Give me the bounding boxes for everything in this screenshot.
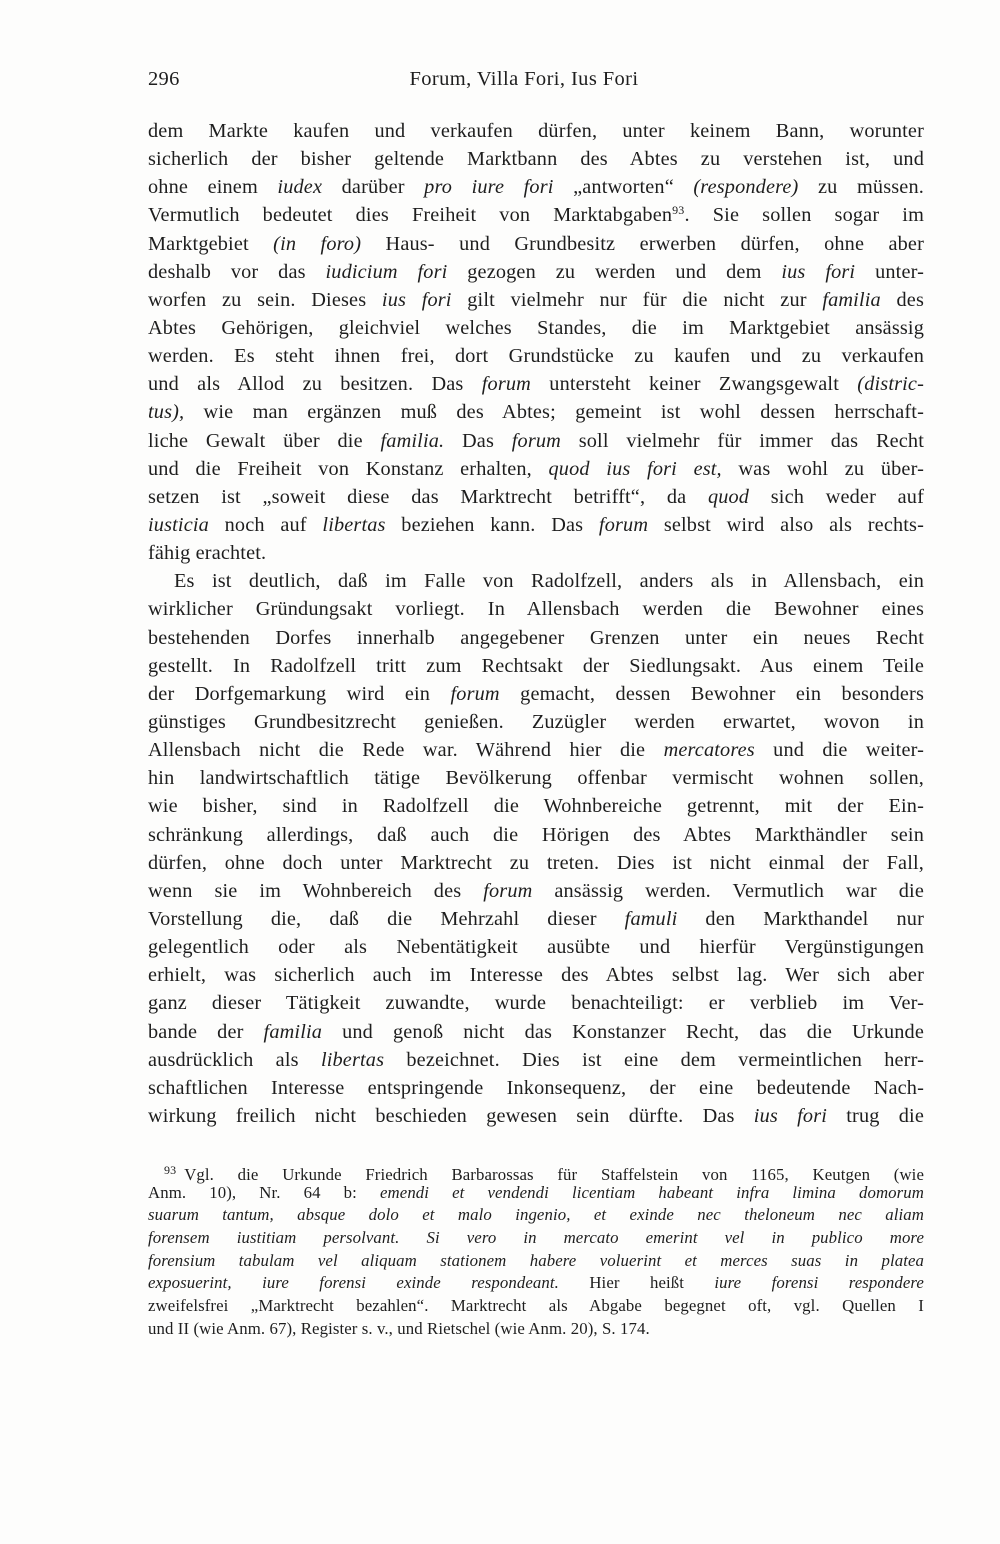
- italic-text: forum: [598, 513, 649, 536]
- text-line: [148, 173, 924, 201]
- italic-text: forensem iustitiam persolvant. Si vero in mercato emerint vel in publico more: [148, 1228, 924, 1248]
- italic-text: iudex: [277, 176, 323, 199]
- text-run: und II (wie Anm. 67), Register s. v., und Rietschel (wie Anm. 20), S. 174.: [148, 1318, 650, 1338]
- text-run: . Sie sollen sogar im: [684, 204, 924, 227]
- text-run: ohne einem: [148, 176, 278, 199]
- text-line: [148, 595, 924, 623]
- text-line: [148, 145, 924, 173]
- text-line: [148, 821, 924, 849]
- text-line: [148, 455, 924, 483]
- text-line: [148, 1074, 924, 1102]
- text-run: wie man ergänzen muß des Abtes; gemeint ist wohl dessen herrschaft-: [184, 401, 924, 424]
- italic-text: (distric-: [857, 373, 924, 396]
- text-line: [148, 117, 924, 145]
- text-run: sich weder auf: [749, 485, 924, 508]
- text-run: liche Gewalt über die: [148, 429, 381, 452]
- italic-text: iure forensi respondere: [714, 1273, 924, 1293]
- italic-text: libertas: [322, 513, 386, 536]
- text-run: bande der: [148, 1020, 264, 1043]
- text-run: gilt vielmehr nur für die nicht zur: [451, 288, 823, 311]
- text-run: worfen zu sein. Dieses: [148, 288, 382, 311]
- italic-text: ius fori: [381, 288, 452, 311]
- text-line: [148, 314, 924, 342]
- text-line: [148, 342, 924, 370]
- text-run: beziehen kann. Das: [385, 513, 599, 536]
- italic-text: familia: [263, 1020, 323, 1043]
- text-line: [148, 286, 924, 314]
- text-line: [148, 764, 924, 792]
- italic-text: iusticia: [148, 513, 209, 536]
- text-line: [148, 398, 924, 426]
- italic-text: (respondere): [693, 176, 799, 199]
- text-line: [148, 230, 924, 258]
- text-line: [148, 989, 924, 1017]
- italic-text: ius fori: [781, 260, 856, 283]
- text-line: [148, 258, 924, 286]
- text-line: [148, 370, 924, 398]
- text-run: Vgl. die Urkunde Friedrich Barbarossas für Staffelstein von 1165, Keutgen (wie: [184, 1165, 924, 1184]
- italic-text: (in foro): [273, 232, 362, 255]
- text-line: [148, 1102, 924, 1130]
- text-run: gezogen zu werden und dem: [447, 260, 782, 283]
- text-run: selbst wird also als rechts-: [648, 513, 924, 536]
- text-run: soll vielmehr für immer das Recht: [560, 429, 924, 452]
- footnote: [148, 1159, 924, 1341]
- italic-text: familia.: [380, 429, 445, 452]
- text-run: erhielt, was sicherlich auch im Interesse des Abtes selbst lag. Wer sich aber: [148, 964, 924, 987]
- page-number: 296: [148, 68, 180, 90]
- text-line: [148, 905, 924, 933]
- footnote-line: [148, 1318, 924, 1341]
- italic-text: forensium tabulam vel aliquam stationem habere voluerint et merces suas in platea: [148, 1250, 924, 1270]
- text-run: wenn sie im Wohnbereich des: [148, 879, 484, 902]
- italic-text: famuli: [624, 907, 678, 930]
- text-line: [148, 1046, 924, 1074]
- italic-text: exposuerint, iure forensi exinde respondeant.: [148, 1273, 559, 1293]
- italic-text: emendi et vendendi licentiam habeant infra limina domorum: [380, 1182, 925, 1202]
- footnote-line: [148, 1272, 924, 1295]
- text-run: sicherlich der bisher geltende Marktbann des Abtes zu verstehen ist, und: [148, 148, 924, 171]
- text-line: [148, 483, 924, 511]
- text-run: setzen ist „soweit diese das Marktrecht betrifft“, da: [148, 485, 708, 508]
- text-run: ganz dieser Tätigkeit zuwandte, wurde benachteiligt: er verblieb im Ver-: [148, 992, 924, 1015]
- text-run: „antworten“: [553, 176, 694, 199]
- text-line: [148, 849, 924, 877]
- text-line: [148, 736, 924, 764]
- footnote-line: [148, 1227, 924, 1250]
- text-run: untersteht keiner Zwangsgewalt: [530, 373, 858, 396]
- text-run: deshalb vor das: [148, 260, 326, 283]
- text-run: ansässig werden. Vermutlich war die: [532, 879, 924, 902]
- text-line: [148, 567, 924, 595]
- italic-text: quod ius fori est,: [548, 457, 722, 480]
- text-line: [148, 624, 924, 652]
- text-run: wirklicher Gründungsakt vorliegt. In Allensbach werden die Bewohner eines: [148, 598, 924, 621]
- italic-text: familia: [822, 288, 881, 311]
- text-line: [148, 961, 924, 989]
- text-line: [148, 877, 924, 905]
- text-run: günstiges Grundbesitzrecht genießen. Zuzügler werden erwartet, wovon in: [148, 710, 924, 733]
- text-run: bezeichnet. Dies ist eine dem vermeintlichen herr-: [384, 1048, 924, 1071]
- italic-text: forum: [511, 429, 561, 452]
- text-run: wirkung freilich nicht beschieden gewesen sein dürfte. Das: [148, 1104, 754, 1127]
- italic-text: libertas: [320, 1048, 385, 1071]
- text-run: Haus- und Grundbesitz erwerben dürfen, ohne aber: [361, 232, 924, 255]
- text-run: schaftlichen Interesse entspringende Inkonsequenz, der eine bedeutende Nach-: [148, 1076, 924, 1099]
- italic-text: forum: [483, 879, 533, 902]
- footnote-line: [148, 1204, 924, 1227]
- text-run: gelegentlich oder als Nebentätigkeit ausübte und hierfür Vergünstigungen: [148, 936, 924, 959]
- text-run: trug die: [827, 1104, 924, 1127]
- text-run: bestehenden Dorfes innerhalb angegebener Grenzen unter ein neues Recht: [148, 626, 924, 649]
- text-run: schränkung allerdings, daß auch die Hörigen des Abtes Markthändler sein: [148, 823, 924, 846]
- text-line: [148, 680, 924, 708]
- text-run: dem Markte kaufen und verkaufen dürfen, unter keinem Bann, worunter: [148, 120, 924, 142]
- text-line: [148, 539, 924, 567]
- page-header: [148, 68, 850, 100]
- footnote-line: [148, 1159, 924, 1182]
- running-head: Forum, Villa Fori, Ius Fori: [409, 68, 639, 90]
- footnote-number: 93: [164, 1163, 177, 1177]
- text-run: und als Allod zu besitzen. Das: [148, 373, 482, 396]
- text-run: noch auf: [208, 513, 323, 536]
- text-run: des: [880, 288, 924, 311]
- text-run: was wohl zu über-: [721, 457, 924, 480]
- italic-text: forum: [481, 373, 531, 396]
- text-line: [148, 427, 924, 455]
- text-run: wie bisher, sind in Radolfzell die Wohnbereiche getrennt, mit der Ein-: [148, 795, 924, 818]
- footnote-line: [148, 1182, 924, 1205]
- text-line: [148, 511, 924, 539]
- text-line: [148, 708, 924, 736]
- text-line: [148, 792, 924, 820]
- italic-text: tus),: [148, 401, 185, 424]
- text-run: hin landwirtschaftlich tätige Bevölkerung offenbar vermischt wohnen sollen,: [148, 767, 924, 790]
- text-run: Abtes Gehörigen, gleichviel welches Standes, die im Marktgebiet ansässig: [148, 316, 924, 339]
- text-run: ausdrücklich als: [148, 1048, 321, 1071]
- text-run: Marktgebiet: [148, 232, 274, 255]
- footnote-reference: 93: [672, 203, 685, 218]
- italic-text: forum: [450, 682, 500, 705]
- text-run: Anm. 10), Nr. 64 b:: [148, 1182, 380, 1202]
- text-line: [148, 933, 924, 961]
- footnote-line: [148, 1295, 924, 1318]
- text-run: den Markthandel nur: [677, 907, 924, 930]
- text-run: Es ist deutlich, daß im Falle von Radolfzell, anders als in Allensbach, ein: [174, 570, 924, 593]
- footnote-line: [148, 1250, 924, 1273]
- text-run: Hier heißt: [558, 1273, 715, 1293]
- text-run: und die Freiheit von Konstanz erhalten,: [148, 457, 549, 480]
- text-run: gemacht, dessen Bewohner ein besonders: [499, 682, 924, 705]
- text-line: [148, 201, 924, 229]
- text-run: der Dorfgemarkung wird ein: [148, 682, 451, 705]
- text-run: Vorstellung die, daß die Mehrzahl dieser: [148, 907, 625, 930]
- italic-text: suarum tantum, absque dolo et malo ingenio, et exinde nec theloneum nec aliam: [148, 1205, 924, 1225]
- text-run: zu müssen.: [798, 176, 924, 199]
- text-run: dürfen, ohne doch unter Marktrecht zu treten. Dies ist nicht einmal der Fall,: [148, 851, 924, 874]
- body-text: [148, 117, 924, 1130]
- italic-text: mercatores: [663, 739, 755, 762]
- text-run: darüber: [322, 176, 425, 199]
- text-run: Das: [444, 429, 512, 452]
- italic-text: iudicium fori: [325, 260, 448, 283]
- text-run: fähig erachtet.: [148, 542, 267, 565]
- text-run: und genoß nicht das Konstanzer Recht, das die Urkunde: [322, 1020, 924, 1043]
- text-run: werden. Es steht ihnen frei, dort Grundstücke zu kaufen und zu verkaufen: [148, 345, 924, 368]
- text-run: gestellt. In Radolfzell tritt zum Rechtsakt der Siedlungsakt. Aus einem Teile: [148, 654, 924, 677]
- italic-text: pro iure fori: [424, 176, 554, 199]
- text-run: Allensbach nicht die Rede war. Während hier die: [148, 739, 664, 762]
- text-run: Vermutlich bedeutet dies Freiheit von Marktabgaben: [148, 204, 673, 227]
- text-line: [148, 1018, 924, 1046]
- text-run: unter-: [855, 260, 924, 283]
- italic-text: quod: [707, 485, 750, 508]
- text-run: zweifelsfrei „Marktrecht bezahlen“. Marktrecht als Abgabe begegnet oft, vgl. Quellen I: [148, 1296, 924, 1316]
- text-line: [148, 652, 924, 680]
- italic-text: ius fori: [753, 1104, 828, 1127]
- text-run: und die weiter-: [754, 739, 924, 762]
